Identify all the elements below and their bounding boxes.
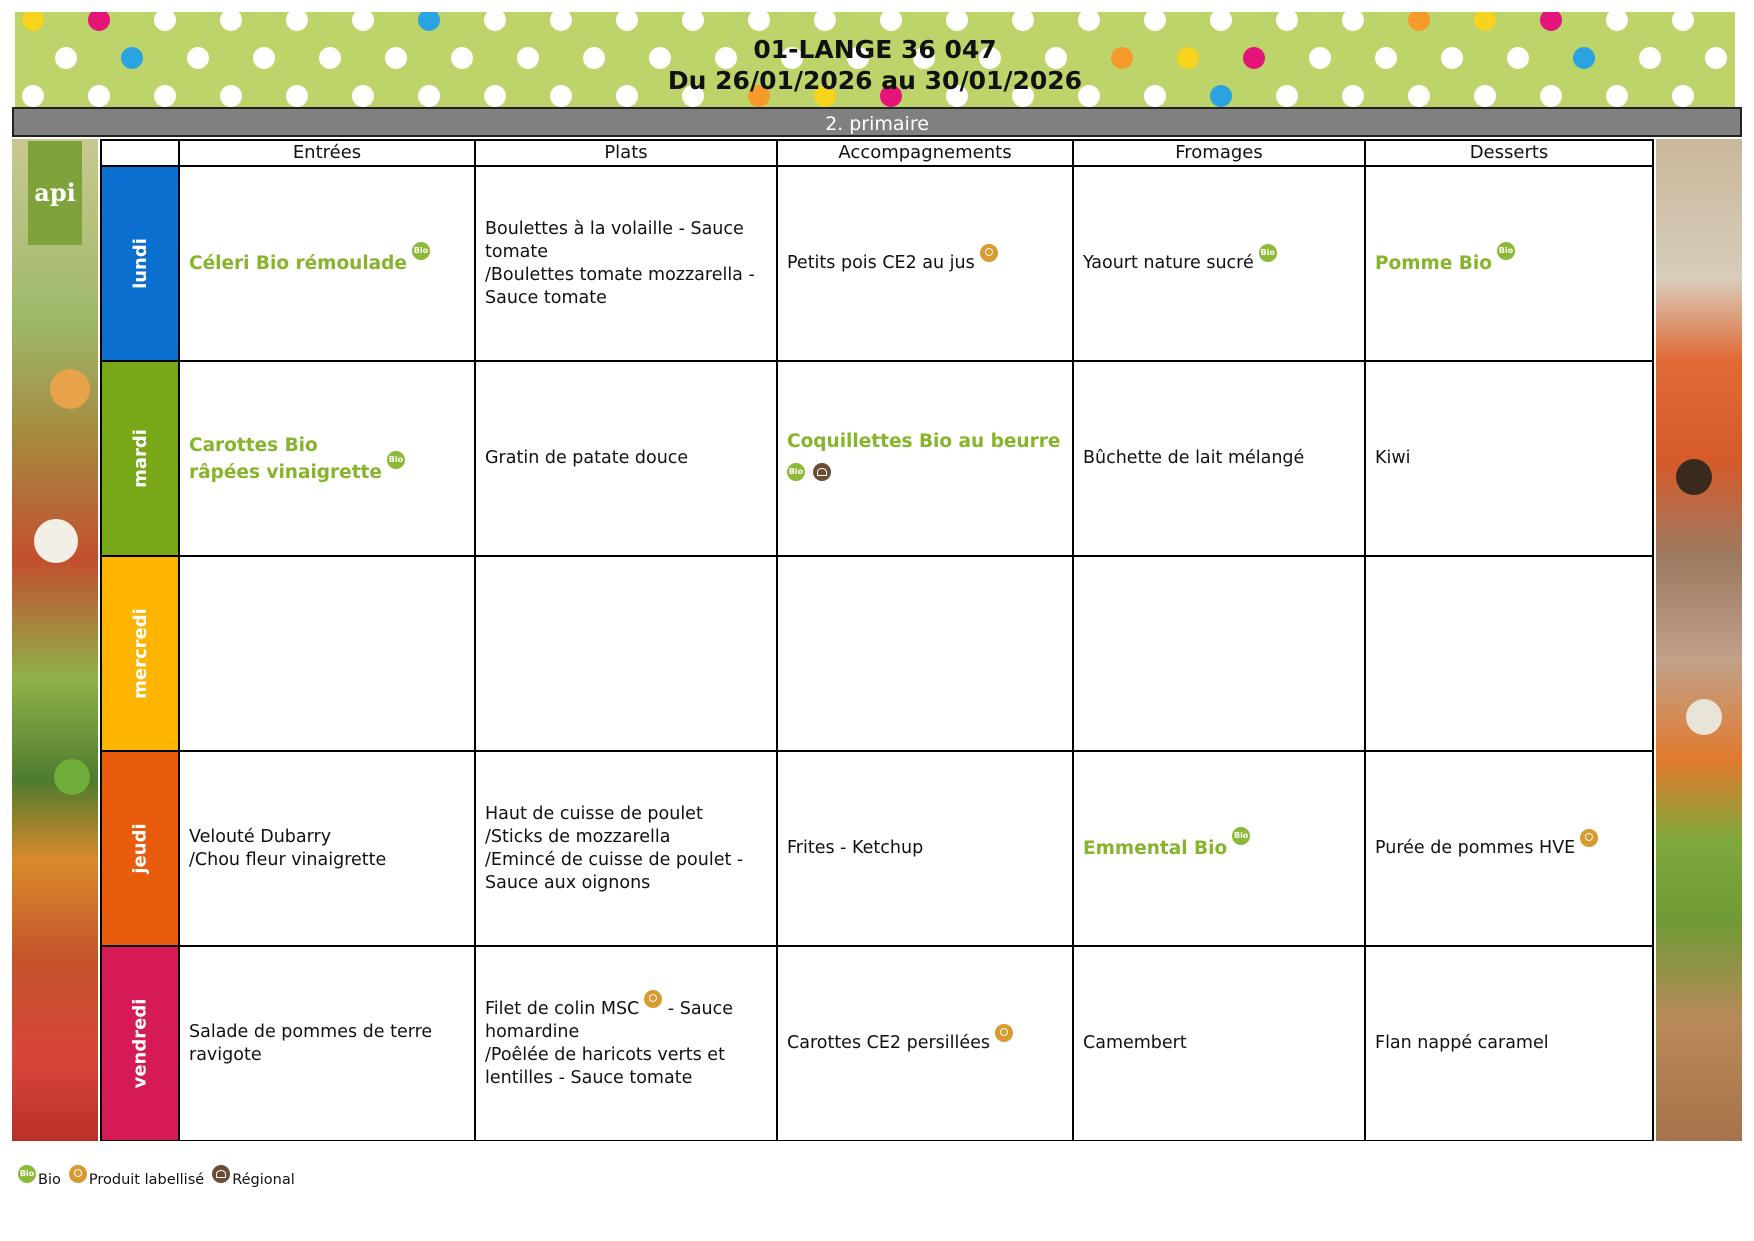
menu-cell [1366, 752, 1652, 945]
dish-line-text: râpées vinaigrette [189, 461, 382, 483]
regional-icon [212, 1165, 230, 1183]
bio-icon: Bio [1259, 244, 1277, 262]
bio-icon: Bio [1232, 827, 1250, 845]
label-icon [995, 1024, 1013, 1042]
legend-item [18, 1170, 61, 1188]
dish-line [1375, 837, 1598, 860]
bio-icon: Bio [787, 463, 805, 481]
menu-cell [1366, 167, 1652, 360]
dish-line-text: Emmental Bio [1083, 838, 1228, 859]
dish-text [787, 1032, 1013, 1055]
dish-line [485, 998, 733, 1021]
polka-dot [814, 12, 836, 31]
dish-line [189, 1021, 432, 1044]
dish-text [189, 826, 386, 872]
polka-dot [1210, 12, 1232, 31]
dish-line-text: Boulettes à la volaille - Sauce [485, 218, 744, 239]
level-bar: 2. primaire [12, 107, 1742, 137]
menu-cell [778, 947, 1072, 1140]
polka-dot [1474, 12, 1496, 31]
menu-cell [476, 557, 776, 750]
dish-line [485, 872, 743, 895]
dish-line [189, 849, 386, 872]
dish-line [1083, 1032, 1187, 1055]
dish-line [189, 454, 405, 486]
dish-line-text: Velouté Dubarry [189, 826, 332, 847]
polka-dot [550, 12, 572, 31]
day-label-jeudi [102, 752, 178, 945]
child-illustration [50, 369, 90, 409]
dish-line [1083, 447, 1304, 470]
dish-line-text: Sauce tomate [485, 287, 607, 308]
menu-cell [778, 362, 1072, 555]
dish-text [1375, 447, 1411, 470]
menu-cell [1366, 362, 1652, 555]
dish-line-text: Filet de colin MSC [485, 998, 640, 1019]
dish-line [485, 1021, 733, 1044]
dish-line [485, 1067, 733, 1090]
day-name: mardi [129, 429, 151, 488]
dish-line [1375, 1032, 1549, 1055]
menu-cell [476, 167, 776, 360]
dish-text [189, 1021, 432, 1067]
dish-line-text: Kiwi [1375, 448, 1411, 468]
dish-line-text: Carottes CE2 persillées [787, 1033, 991, 1053]
dish-line-text: Gratin de patate douce [485, 448, 689, 468]
badge-line [787, 463, 1060, 490]
polka-dot [880, 12, 902, 31]
menu-table [100, 139, 1654, 1141]
legend [18, 1170, 303, 1188]
menu-cell [778, 752, 1072, 945]
dish-text [1083, 1032, 1187, 1055]
dish-text [485, 447, 688, 470]
polka-dot [1672, 12, 1694, 31]
polka-dot [1078, 12, 1100, 31]
day-label-lundi [102, 167, 178, 360]
polka-dot [1276, 12, 1298, 31]
menu-cell [180, 947, 474, 1140]
title-block [15, 34, 1735, 96]
dish-text [1083, 831, 1250, 862]
polka-dot [1144, 12, 1166, 31]
regional-icon [813, 463, 831, 481]
dish-line [787, 1032, 1013, 1055]
menu-cell [180, 362, 474, 555]
menu-cell [1074, 167, 1364, 360]
dish-line-text: /Sticks de mozzarella [485, 826, 671, 847]
child-illustration [54, 759, 90, 795]
dish-line-text: /Emincé de cuisse de poulet - [485, 849, 744, 870]
menu-cell [476, 362, 776, 555]
bio-icon: Bio [387, 451, 405, 469]
dish-text [485, 218, 755, 310]
dish-line-text: Flan nappé caramel [1375, 1033, 1549, 1053]
polka-dot [616, 12, 638, 31]
dish-line [1375, 246, 1515, 277]
polka-dot [1342, 12, 1364, 31]
dish-line [189, 826, 386, 849]
day-label-vendredi [102, 947, 178, 1140]
dish-line [485, 264, 755, 287]
polka-dot [352, 12, 374, 31]
legend-item [69, 1170, 204, 1188]
dish-line [189, 1044, 432, 1067]
menu-cell [1074, 557, 1364, 750]
dish-line [189, 246, 430, 277]
dish-line-text: lentilles - Sauce tomate [485, 1067, 693, 1088]
dish-line-text: Coquillettes Bio au beurre [787, 430, 1061, 452]
dish-line [485, 218, 755, 241]
label-icon [69, 1165, 87, 1183]
dish-line-suffix: - Sauce [662, 998, 734, 1019]
dish-text [787, 252, 998, 275]
dish-line-text: Salade de pommes de terre [189, 1021, 433, 1042]
period-title: Du 26/01/2026 au 30/01/2026 [667, 66, 1083, 95]
legend-item [212, 1170, 295, 1188]
menu-cell [1074, 362, 1364, 555]
menu-cell [180, 167, 474, 360]
dish-line-text: Céleri Bio rémoulade [189, 253, 407, 274]
polka-dot [1408, 12, 1430, 31]
dish-text [1083, 447, 1304, 470]
dish-line [485, 803, 743, 826]
menu-cell [1074, 752, 1364, 945]
dish-line-text: Frites - Ketchup [787, 838, 924, 858]
left-decoration-image [12, 139, 98, 1141]
chef-illustration [34, 519, 78, 563]
dish-text [485, 803, 743, 895]
dish-line [485, 826, 743, 849]
dish-line-text: Pomme Bio [1375, 253, 1492, 274]
polka-dot [154, 12, 176, 31]
child-illustration [1676, 459, 1712, 495]
legend-label: Produit labellisé [88, 1172, 205, 1188]
day-name: vendredi [129, 998, 151, 1089]
dish-line [787, 428, 1060, 455]
header-banner [15, 12, 1735, 107]
dish-line-text: Haut de cuisse de poulet [485, 803, 703, 824]
dish-line-text: Carottes Bio [189, 434, 318, 456]
dish-line-text: Petits pois CE2 au jus [787, 253, 975, 273]
label-icon [644, 990, 662, 1008]
dish-text [1375, 246, 1515, 277]
menu-cell [476, 752, 776, 945]
polka-dot [682, 12, 704, 31]
dish-text [1083, 248, 1277, 275]
dish-line-text: Bûchette de lait mélangé [1083, 448, 1305, 468]
dish-line [1083, 248, 1277, 275]
dish-line [485, 447, 688, 470]
polka-dot [22, 12, 44, 31]
menu-cell [476, 947, 776, 1140]
day-name: lundi [129, 238, 151, 289]
dish-line [1375, 447, 1411, 470]
polka-dot [1540, 12, 1562, 31]
column-header: Plats [476, 141, 776, 165]
dish-text [787, 837, 923, 860]
column-header: Accompagnements [778, 141, 1072, 165]
dish-line-text: Yaourt nature sucré [1083, 253, 1254, 273]
dish-line-text: homardine [485, 1021, 580, 1042]
menu-cell [180, 752, 474, 945]
day-label-mardi [102, 362, 178, 555]
dish-line [189, 432, 405, 459]
menu-cell [180, 557, 474, 750]
dish-line-text: Camembert [1083, 1033, 1187, 1053]
day-name: mercredi [129, 608, 151, 699]
bio-icon: Bio [18, 1165, 36, 1183]
menu-cell [1074, 947, 1364, 1140]
dish-line [787, 837, 923, 860]
menu-cell [778, 557, 1072, 750]
bio-icon: Bio [1497, 242, 1515, 260]
dish-line [1083, 831, 1250, 862]
polka-dot [220, 12, 242, 31]
legend-label: Bio [38, 1172, 61, 1188]
polka-dot [1012, 12, 1034, 31]
label-icon [1580, 829, 1598, 847]
polka-dot [946, 12, 968, 31]
table-corner [102, 141, 178, 165]
column-header: Entrées [180, 141, 474, 165]
dish-line [485, 1044, 733, 1067]
site-title: 01-LANGE 36 047 [753, 35, 997, 64]
right-decoration-image [1656, 139, 1742, 1141]
polka-dot [418, 12, 440, 31]
dish-line-text: ravigote [189, 1044, 262, 1065]
dish-line-text: Sauce aux oignons [485, 872, 651, 893]
dish-text [189, 246, 430, 277]
dish-line [787, 252, 998, 275]
dish-line-text: Purée de pommes HVE [1375, 838, 1576, 858]
dish-text [1375, 837, 1598, 860]
legend-label: Régional [232, 1172, 295, 1188]
column-header: Fromages [1074, 141, 1364, 165]
dish-line-text: /Chou fleur vinaigrette [189, 849, 387, 870]
api-logo: api [28, 141, 82, 245]
dish-text [189, 432, 405, 486]
menu-cell [1366, 947, 1652, 1140]
column-header: Desserts [1366, 141, 1652, 165]
polka-dot [286, 12, 308, 31]
polka-dot [748, 12, 770, 31]
menu-cell [778, 167, 1072, 360]
polka-dot [484, 12, 506, 31]
dish-line-text: tomate [485, 241, 548, 262]
polka-dot [88, 12, 110, 31]
day-name: jeudi [129, 823, 151, 874]
polka-dot [1606, 12, 1628, 31]
dish-text [485, 998, 733, 1090]
dish-line-text: /Poêlée de haricots verts et [485, 1044, 725, 1065]
menu-cell [1366, 557, 1652, 750]
dish-line [485, 287, 755, 310]
dish-line [485, 241, 755, 264]
dish-text [1375, 1032, 1549, 1055]
label-icon [980, 244, 998, 262]
bio-icon: Bio [412, 242, 430, 260]
day-label-mercredi [102, 557, 178, 750]
dish-line [485, 849, 743, 872]
dish-text [787, 428, 1060, 490]
child-illustration [1686, 699, 1722, 735]
dish-line-text: /Boulettes tomate mozzarella - [485, 264, 755, 285]
